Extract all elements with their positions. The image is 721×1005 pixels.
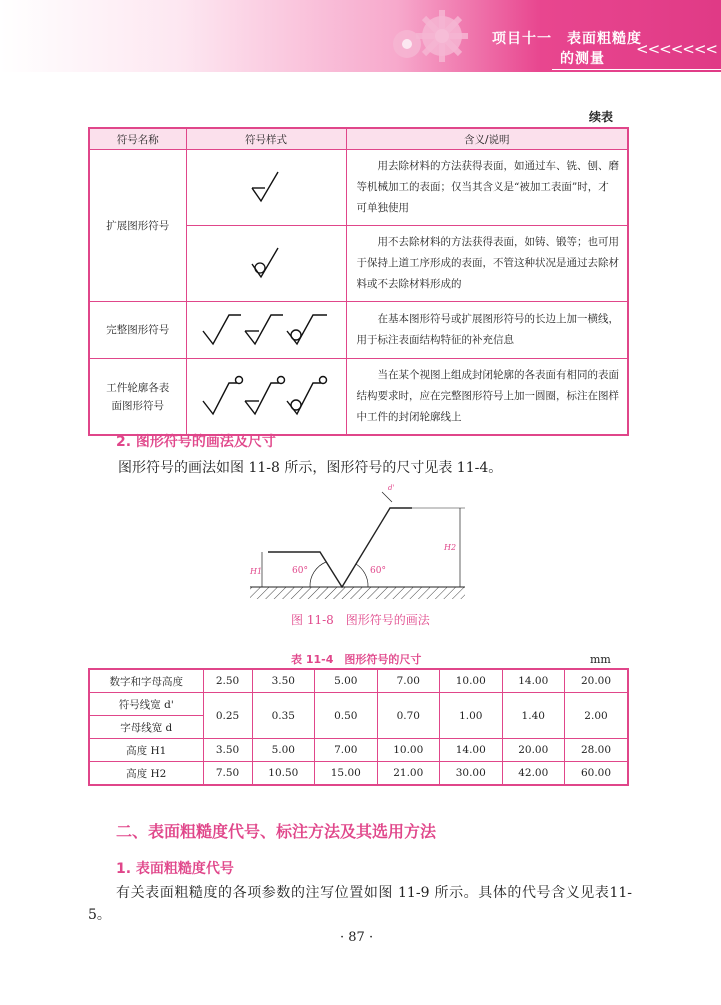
table-cell: 1.00 (440, 693, 502, 739)
subsection-heading: 1. 表面粗糙度代号 (116, 861, 234, 877)
table-cell: 5.00 (252, 739, 314, 762)
table-cell: 14.00 (502, 669, 564, 693)
table-unit: mm (590, 653, 611, 666)
table-cell: 60.00 (564, 762, 628, 786)
ground-hatching (250, 587, 465, 599)
symbol-description: 在基本图形符号或扩展图形符号的长边上加一横线，用于标注表面结构特征的补充信息 (346, 302, 628, 359)
table-cell: 7.00 (377, 669, 439, 693)
table-cell: 20.00 (502, 739, 564, 762)
h2-label: H2 (444, 543, 457, 552)
section-heading: 2. 图形符号的画法及尺寸 (116, 434, 276, 450)
left-angle-arc (310, 562, 326, 587)
symbol-style (186, 359, 346, 436)
table-header-row (89, 128, 628, 150)
part-heading: 二、表面粗糙度代号、标注方法及其选用方法 (116, 822, 437, 841)
symbol-name (89, 359, 186, 436)
symbol-description: 用不去除材料的方法获得表面，如铸、锻等；也可用于保持上道工序形成的表面，不管这种状况是通过去除材料或不去除材料形成的 (346, 226, 628, 302)
table-cell: 28.00 (564, 739, 628, 762)
table-row (89, 693, 628, 716)
symbol-style (186, 226, 346, 302)
table-cell: 3.50 (203, 739, 252, 762)
symbol-style (186, 150, 346, 226)
symbol-table (88, 127, 629, 436)
symbol-description: 当在某个视图上组成封闭轮廓的各表面有相同的表面结构要求时，应在完整图形符号上加一圆圈，标注在图样中工件的封闭轮廓线上 (346, 359, 628, 436)
size-table (88, 668, 629, 786)
symbol-drawing-figure (240, 480, 490, 610)
table-cell: 7.00 (315, 739, 377, 762)
chapter-title: 项目十一 表面粗糙度 (492, 31, 642, 47)
table-cell: 1.40 (502, 693, 564, 739)
row-label: 数字和字母高度 (89, 669, 203, 693)
chevron-decoration: <<<<<<< (636, 40, 717, 58)
continued-label: 续表 (588, 110, 613, 124)
material-removed-symbol-icon (246, 166, 286, 206)
table-cell: 15.00 (315, 762, 377, 786)
table-cell: 10.00 (440, 669, 502, 693)
table-cell: 0.35 (252, 693, 314, 739)
no-material-removed-symbol-icon (246, 242, 286, 282)
table-cell: 10.00 (377, 739, 439, 762)
right-angle-arc (356, 564, 368, 587)
table-cell: 3.50 (252, 669, 314, 693)
table-cell: 42.00 (502, 762, 564, 786)
row-label: 高度 H2 (89, 762, 203, 786)
table-cell: 14.00 (440, 739, 502, 762)
h1-label: H1 (250, 567, 263, 576)
table-cell: 2.00 (564, 693, 628, 739)
page-header (0, 0, 721, 72)
table-cell: 30.00 (440, 762, 502, 786)
table-cell: 0.70 (377, 693, 439, 739)
left-angle-label: 60° (292, 566, 308, 576)
gear-decoration-icon (372, 6, 472, 66)
column-header: 含义/说明 (346, 128, 628, 150)
figure-caption: 图 11-8 图形符号的画法 (291, 613, 430, 627)
table-cell: 5.00 (315, 669, 377, 693)
symbol-name-line1: 工件轮廓各表 (106, 381, 170, 394)
symbol-name-line2: 面图形符号 (111, 399, 164, 412)
table-row (89, 739, 628, 762)
table-cell: 0.50 (315, 693, 377, 739)
complete-symbols-icon (201, 309, 331, 349)
row-label: 符号线宽 d' (89, 693, 203, 716)
row-label: 字母线宽 d (89, 716, 203, 739)
table-caption: 表 11-4 图形符号的尺寸 (291, 653, 422, 666)
right-angle-label: 60° (370, 566, 386, 576)
header-underline (552, 69, 721, 70)
table-cell: 7.50 (203, 762, 252, 786)
table-row (89, 359, 628, 436)
table-row (89, 669, 628, 693)
column-header: 符号样式 (186, 128, 346, 150)
table-cell: 20.00 (564, 669, 628, 693)
line-width-mark (382, 492, 392, 502)
chapter-title-line2: 的测量 (560, 51, 605, 67)
row-label: 高度 H1 (89, 739, 203, 762)
table-cell: 0.25 (203, 693, 252, 739)
page-number: · 87 · (340, 930, 374, 945)
body-paragraph: 有关表面粗糙度的各项参数的注写位置如图 11-9 所示。具体的代号含义见表11-5。 (88, 885, 632, 923)
symbol-style (186, 302, 346, 359)
table-row (89, 150, 628, 226)
column-header: 符号名称 (89, 128, 186, 150)
symbol-name: 扩展图形符号 (89, 150, 186, 302)
table-row (89, 302, 628, 359)
contour-symbols-icon (201, 371, 331, 419)
body-paragraph: 图形符号的画法如图 11-8 所示，图形符号的尺寸见表 11-4。 (118, 460, 503, 476)
symbol-outline (268, 508, 412, 587)
table-cell: 2.50 (203, 669, 252, 693)
line-width-label: d' (388, 484, 395, 492)
symbol-description: 用去除材料的方法获得表面，如通过车、铣、刨、磨等机械加工的表面；仅当其含义是“被加工表面”时，才可单独使用 (346, 150, 628, 226)
table-cell: 10.50 (252, 762, 314, 786)
symbol-name: 完整图形符号 (89, 302, 186, 359)
table-row (89, 762, 628, 786)
table-cell: 21.00 (377, 762, 439, 786)
